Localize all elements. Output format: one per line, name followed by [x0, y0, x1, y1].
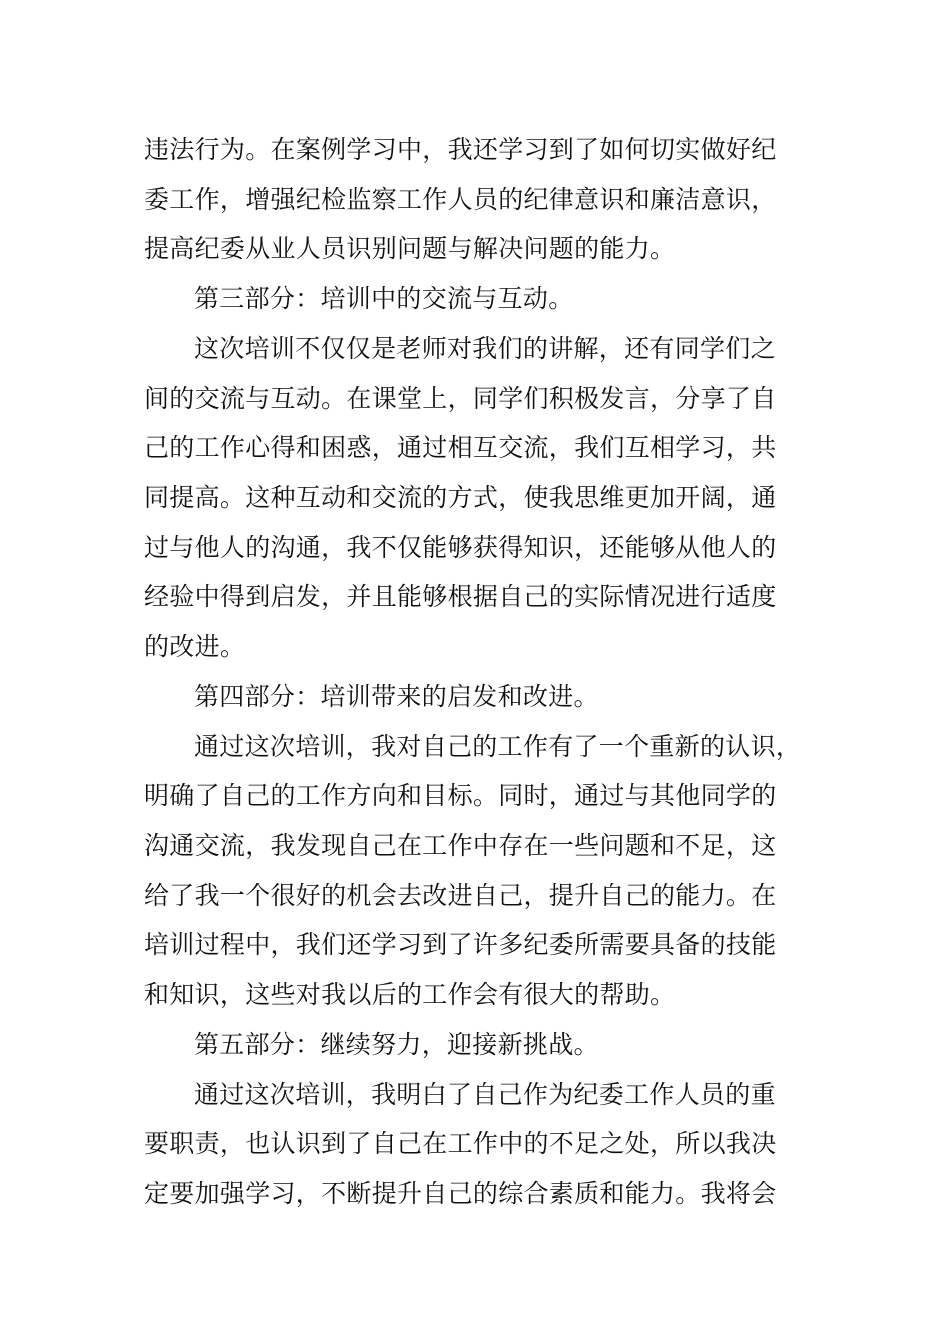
body-text-line: 沟通交流，我发现自己在工作中存在一些问题和不足，这 [144, 831, 777, 860]
body-text-line: 通过这次培训，我对自己的工作有了一个重新的认识， [194, 732, 802, 761]
section-heading-3: 第三部分：培训中的交流与互动。 [194, 284, 574, 313]
body-text-line: 给了我一个很好的机会去改进自己，提升自己的能力。在 [144, 881, 777, 910]
body-text-line: 过与他人的沟通，我不仅能够获得知识，还能够从他人的 [144, 533, 777, 562]
body-text-line: 这次培训不仅仅是老师对我们的讲解，还有同学们之 [194, 334, 776, 363]
body-text-line: 间的交流与互动。在课堂上，同学们积极发言，分享了自 [144, 384, 777, 413]
body-text-line: 培训过程中，我们还学习到了许多纪委所需要具备的技能 [144, 930, 777, 959]
section-heading-5: 第五部分：继续努力，迎接新挑战。 [194, 1030, 599, 1059]
body-text-line: 经验中得到启发，并且能够根据自己的实际情况进行适度 [144, 582, 777, 611]
body-text-line: 定要加强学习，不断提升自己的综合素质和能力。我将会 [144, 1179, 777, 1208]
body-text-line: 明确了自己的工作方向和目标。同时，通过与其他同学的 [144, 781, 777, 810]
body-text-line: 违法行为。在案例学习中，我还学习到了如何切实做好纪 [144, 135, 777, 164]
body-text-line: 要职责，也认识到了自己在工作中的不足之处，所以我决 [144, 1129, 777, 1158]
body-text-line: 提高纪委从业人员识别问题与解决问题的能力。 [144, 234, 676, 263]
body-text-line: 委工作，增强纪检监察工作人员的纪律意识和廉洁意识， [144, 185, 777, 214]
section-heading-4: 第四部分：培训带来的启发和改进。 [194, 682, 599, 711]
body-text-line: 通过这次培训，我明白了自己作为纪委工作人员的重 [194, 1080, 776, 1109]
body-text-line: 的改进。 [144, 632, 246, 661]
body-text-line: 同提高。这种互动和交流的方式，使我思维更加开阔，通 [144, 483, 777, 512]
body-text-line: 和知识，这些对我以后的工作会有很大的帮助。 [144, 980, 676, 1009]
body-text-line: 己的工作心得和困惑，通过相互交流，我们互相学习，共 [144, 433, 777, 462]
